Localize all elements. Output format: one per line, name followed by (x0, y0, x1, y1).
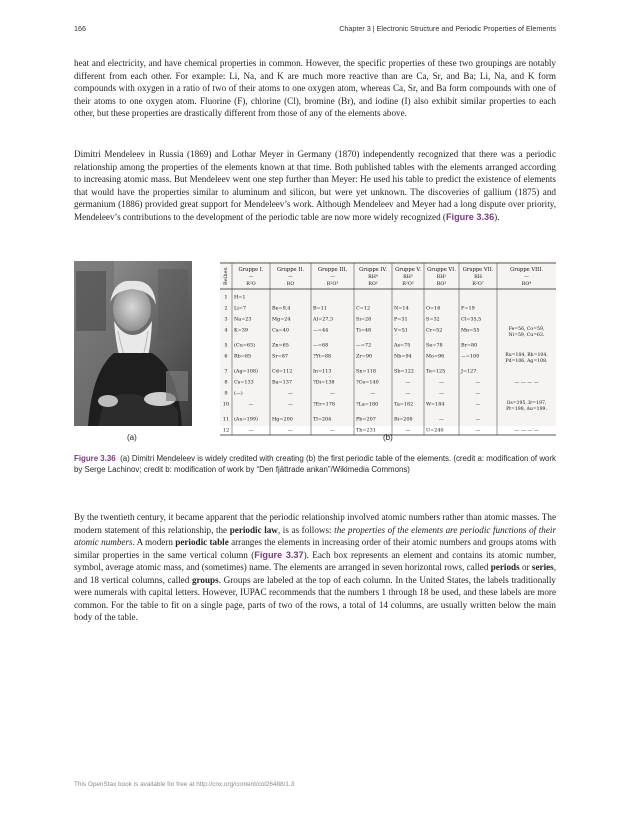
element-cell: W=184 (426, 401, 445, 408)
mendeleev-photo (74, 261, 192, 426)
element-cell: (Ag=108) (234, 368, 258, 375)
element-cell: C=12 (356, 305, 371, 312)
element-cell: H=1 (234, 294, 246, 301)
element-cell: Mo=96 (426, 353, 445, 360)
element-cell: Sr=87 (272, 353, 289, 360)
periodic-law-statement: the properties of the elements are periodic functions of their atomic numbers (74, 524, 556, 547)
row-number: 3 (224, 316, 228, 323)
element-cell: Ni=59, Cu=63. (508, 333, 545, 338)
row-number: 10 (222, 401, 230, 408)
element-cell: ?Er=178 (313, 401, 335, 408)
page-number: 166 (74, 24, 86, 33)
mendeleev-periodic-table (220, 261, 556, 434)
p3-text-6: or (519, 562, 532, 572)
element-cell: Se=78 (426, 342, 443, 349)
element-cell: — (475, 379, 481, 386)
element-cell: ?La=180 (356, 401, 379, 408)
element-cell: Ta=182 (394, 401, 414, 408)
group-header: Gruppe III. (317, 267, 348, 273)
paragraph-2 (74, 148, 556, 223)
p3-text-5: ). Each box represents an element and contains its atomic number, symbol, average atomic mass, and (sometimes) name. The elements are arranged in seven horizontal rows, called (74, 549, 557, 572)
element-cell: Cd=112 (272, 368, 293, 375)
element-cell: Ti=48 (356, 327, 372, 334)
element-cell: Cs=133 (234, 379, 254, 386)
group-oxide: R²O⁷ (472, 282, 484, 287)
element-cell: — (405, 379, 411, 386)
group-header: Gruppe I. (238, 267, 264, 273)
element-cell: —=44 (313, 327, 329, 334)
element-cell: — (330, 427, 335, 434)
element-cell: —=68 (313, 342, 329, 349)
row-number: 1 (224, 294, 228, 301)
element-cell: Ru=104, Rh=104, (505, 353, 548, 358)
p3-text-2: , is as follows: (277, 524, 335, 535)
group-oxide: RO (286, 282, 295, 287)
group-hydride: — (248, 275, 254, 280)
element-cell: Pd=106, Ag=108. (505, 359, 548, 364)
group-oxide: R²O (246, 282, 256, 287)
element-cell: U=240 (426, 427, 444, 434)
element-cell: Mg=24 (272, 316, 291, 323)
row-number: 2 (224, 305, 228, 312)
element-cell: — (439, 390, 444, 397)
element-cell: Bi=208 (394, 416, 413, 423)
element-cell: — (439, 379, 444, 386)
figure-3-36-link[interactable]: Figure 3.36 (445, 211, 495, 222)
term-series: series (531, 562, 554, 572)
figure-caption-text: (a) Dimitri Mendeleev is widely credited with creating (b) the first periodic table of the elements. (credit a: modification of work by Serge Lachinov; credit b: modification of work by “Den fjättrade ankan”/Wikimedia Commons) (74, 454, 556, 474)
p3-text-3: . A modern (132, 537, 176, 547)
element-cell: Zn=65 (272, 342, 289, 349)
element-cell: K=39 (234, 327, 248, 334)
element-cell: (Au=199) (234, 416, 258, 423)
row-number: 5 (224, 342, 228, 349)
element-cell: Si=28 (356, 316, 372, 323)
row-number: 7 (224, 368, 228, 375)
element-cell: —=72 (356, 342, 372, 349)
table-corner-label: Reihen (223, 267, 229, 285)
element-cell: Na=23 (234, 316, 252, 323)
element-cell: —=100 (461, 353, 480, 360)
element-cell: — (288, 390, 293, 397)
element-cell: — (330, 390, 335, 397)
element-cell: In=113 (313, 368, 332, 375)
element-cell: — — — — (514, 427, 539, 434)
element-cell: — (439, 416, 444, 423)
row-number: 11 (222, 416, 230, 423)
element-cell: — (405, 390, 411, 397)
mendeleev-table-graphic (220, 261, 556, 434)
figure-label-a: (a) (127, 433, 137, 442)
element-cell: — (288, 401, 293, 408)
element-cell: Os=195, Ir=197, (506, 401, 547, 406)
paragraph-1: heat and electricity, and have chemical properties in common. However, the specific properties of these two groupings are notably different from each other. For example: Li, Na, and K are much more reactive than are Ca, Sr, and Ba; Li, Na, and K form compounds with oxygen in a ratio of two of their atoms to one oxygen atom, whereas Ca, Sr, and Ba form compounds with one of their atoms to one oxygen atom. Fluorine (F), chlorine (Cl), bromine (Br), and iodine (I) also exhibit similar properties to each other, but these properties are drastically different from those of any of the elements above. (74, 58, 556, 118)
element-cell: B=11 (313, 305, 327, 312)
term-periodic-table: periodic table (175, 537, 229, 547)
element-cell: S=32 (426, 316, 440, 323)
group-oxide: R²O⁵ (402, 282, 414, 287)
element-cell: ?Yt=88 (313, 353, 332, 360)
element-cell: O=16 (426, 305, 441, 312)
element-cell: P=31 (394, 316, 408, 323)
group-hydride: RH (474, 275, 482, 280)
mendeleev-portrait-image (74, 261, 192, 426)
element-cell: Pt=198, Au=199. (506, 407, 547, 412)
group-oxide: RO³ (436, 282, 447, 287)
group-hydride: — (330, 275, 335, 280)
group-header: Gruppe VIII. (510, 267, 543, 273)
p3-text-4: arranges the elements in increasing order of their atomic numbers and groups atoms with similar properties in the same vertical column ( (74, 537, 557, 560)
element-cell: — (370, 390, 376, 397)
group-oxide: R²O³ (326, 282, 339, 287)
element-cell: Sb=122 (394, 368, 414, 375)
p3-text-8: . Groups are labeled at the top of each column. In the United States, the labels traditionally were numerals with capital letters. However, IUPAC recommends that the numbers 1 through 18 be used, and these labels are more common. For the table to fit on a single page, parts of two of the rows, a total of 14 columns, are usually written below the main body of the table. (74, 574, 556, 622)
group-header: Gruppe II. (276, 267, 305, 273)
figure-3-37-link[interactable]: Figure 3.37 (254, 549, 304, 560)
element-cell: — (405, 427, 411, 434)
element-cell: Hg=200 (272, 416, 293, 423)
p3-text-7: , and 18 vertical columns, called (74, 562, 556, 585)
element-cell: Ca=40 (272, 327, 289, 334)
element-cell: ?Di=138 (313, 379, 335, 386)
group-oxide: RO⁴ (521, 282, 532, 287)
row-number: 6 (224, 353, 228, 360)
element-cell: Cr=52 (426, 327, 443, 334)
element-cell: — (475, 416, 481, 423)
element-cell: V=51 (394, 327, 408, 334)
element-cell: Br=80 (461, 342, 478, 349)
element-cell: (Cu=63) (234, 342, 256, 349)
element-cell: — (475, 390, 481, 397)
figure-caption (74, 454, 556, 475)
element-cell: (—) (234, 390, 243, 397)
element-cell: Rb=85 (234, 353, 252, 360)
paragraph-2-text: Dimitri Mendeleev in Russia (1869) and Lothar Meyer in Germany (1870) independently recognized that there was a periodic relationship among the properties of the elements known at that time. Both published tables with the elements arranged according to increasing atomic mass. But Mendeleev went one step further than Meyer: He used his table to predict the existence of elements that would have the properties similar to aluminum and silicon, but were yet unknown. The discoveries of gallium (1875) and germanium (1886) provided great support for Mendeleev’s work. Although Mendeleev and Meyer had a long dispute over priority, Mendeleev’s contributions to the development of the periodic table are now more widely recognized ( (74, 149, 556, 222)
p3-text-1: By the twentieth century, it became apparent that the periodic relationship involved atomic numbers rather than atomic masses. The modern statement of this relationship, the (74, 512, 556, 535)
group-oxide: RO² (368, 282, 378, 287)
group-hydride: RH² (436, 275, 447, 280)
row-number: 4 (224, 327, 228, 334)
paragraph-2-end: ). (494, 211, 500, 222)
figure-caption-number: Figure 3.36 (74, 454, 116, 463)
element-cell: Mn=55 (461, 327, 480, 334)
paragraph-3 (74, 511, 556, 624)
element-cell: J=127 (461, 368, 477, 375)
group-header: Gruppe IV. (359, 267, 387, 273)
group-header: Gruppe VI. (427, 267, 456, 273)
element-cell: Al=27,3 (313, 316, 334, 323)
element-cell: Fe=56, Co=59, (508, 327, 545, 332)
term-groups: groups (191, 574, 219, 585)
element-cell: As=75 (394, 342, 411, 349)
element-cell: Zr=90 (356, 353, 373, 360)
element-cell: Sn=118 (356, 368, 376, 375)
row-number: 9 (224, 390, 228, 397)
element-cell: Pb=207 (356, 416, 376, 423)
table-background (220, 261, 556, 426)
element-cell: — (248, 427, 254, 434)
element-cell: — (475, 427, 481, 434)
element-cell: Be=9,4 (272, 305, 291, 312)
group-hydride: — (288, 275, 293, 280)
page-footer: This OpenStax book is available for free at http://cnx.org/content/col26488/1.3 (74, 781, 295, 788)
group-hydride: RH⁴ (368, 275, 378, 280)
element-cell: F=19 (461, 305, 475, 312)
element-cell: Te=125 (426, 368, 446, 375)
element-cell: N=14 (394, 305, 409, 312)
element-cell: — — — — (514, 379, 539, 386)
element-cell: ?Ce=140 (356, 379, 379, 386)
element-cell: — (288, 427, 293, 434)
page-header (74, 24, 556, 36)
term-periods: periods (490, 562, 520, 572)
element-cell: Th=231 (356, 427, 376, 434)
chapter-title: Chapter 3 | Electronic Structure and Periodic Properties of Elements (339, 24, 556, 33)
element-cell: Nb=94 (394, 353, 412, 360)
row-number: 8 (224, 379, 228, 386)
element-cell: Li=7 (234, 305, 247, 312)
row-number: 12 (222, 427, 230, 434)
term-periodic-law: periodic law (229, 524, 278, 535)
group-header: Gruppe VII. (462, 267, 494, 273)
group-hydride: RH³ (403, 275, 413, 280)
group-hydride: — (524, 275, 529, 280)
element-cell: Cl=35,5 (461, 316, 482, 323)
group-header: Gruppe V. (395, 267, 421, 273)
element-cell: — (248, 401, 254, 408)
element-cell: Ba=137 (272, 379, 292, 386)
element-cell: — (475, 401, 481, 408)
figure-label-b: (b) (383, 433, 393, 442)
element-cell: Tl=204 (313, 416, 332, 423)
